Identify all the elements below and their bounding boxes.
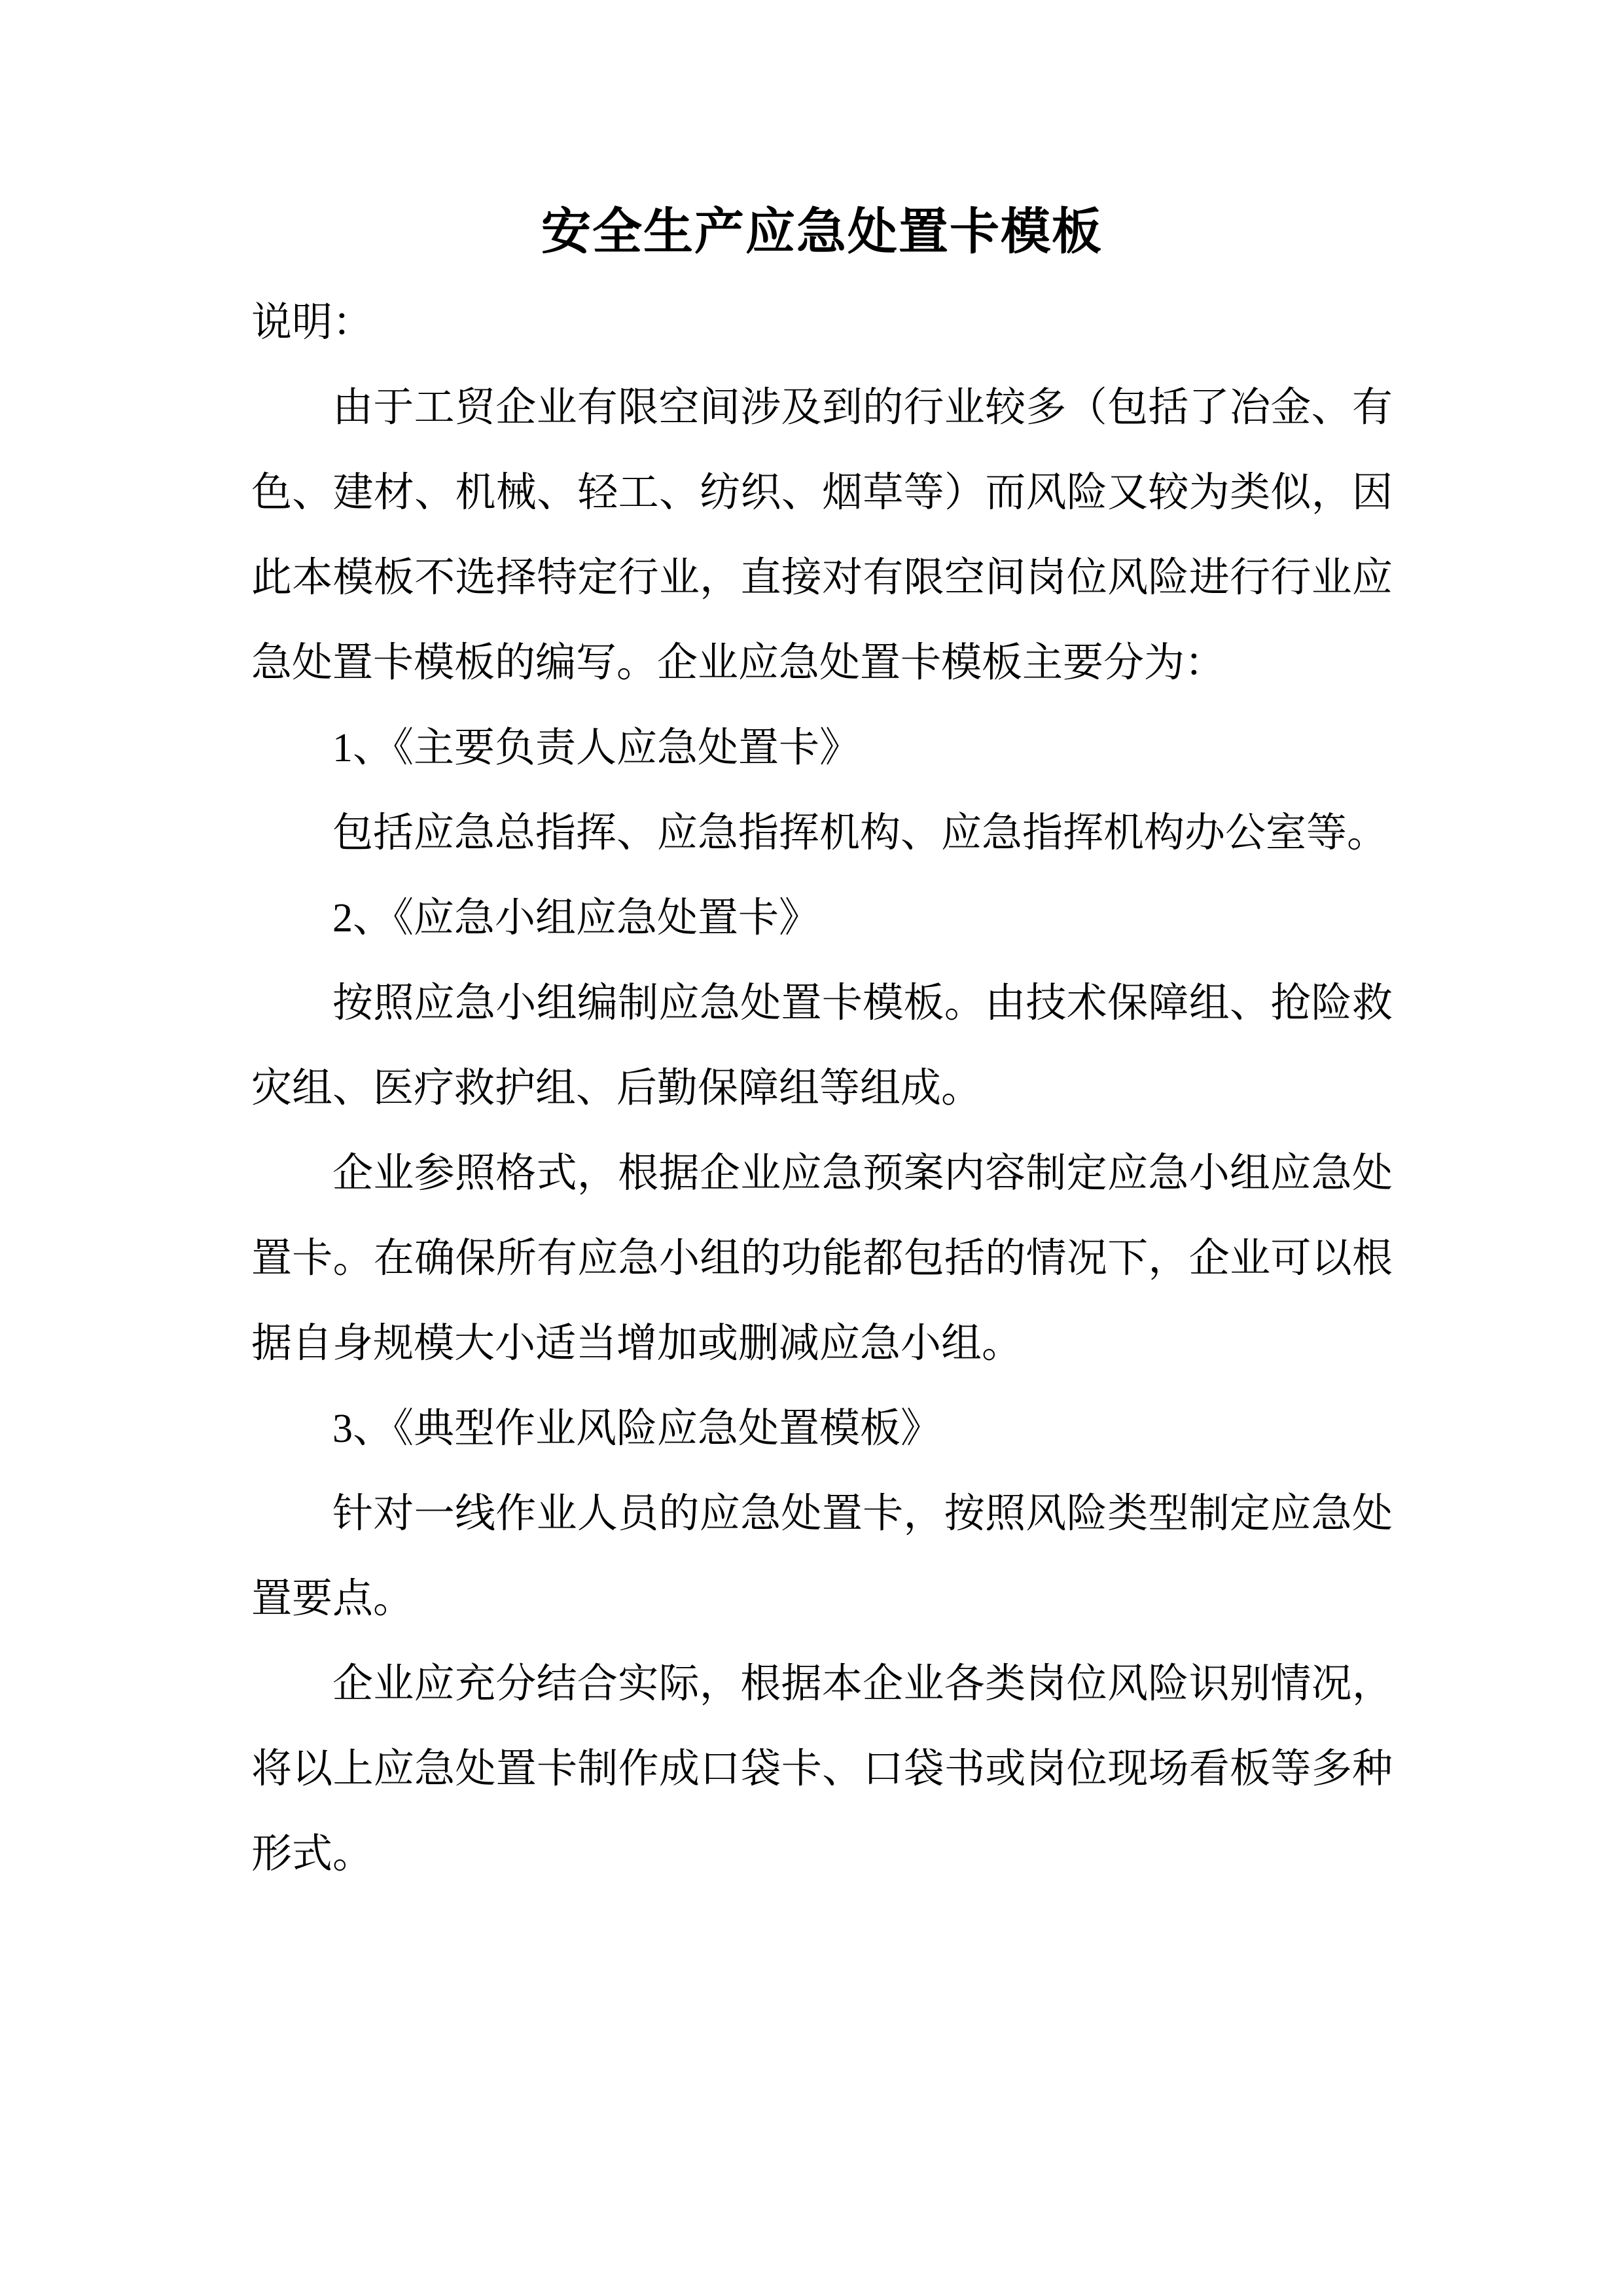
paragraph-item-2-desc: 按照应急小组编制应急处置卡模板。由技术保障组、抢险救灾组、医疗救护组、后勤保障组等组成。 — [251, 981, 1393, 1111]
list-item-1-title: 1、《主要负责人应急处置卡》 — [332, 726, 861, 770]
document-body — [251, 280, 1393, 1897]
paragraph-item-3-desc: 针对一线作业人员的应急处置卡，按照风险类型制定应急处置要点。 — [251, 1492, 1393, 1621]
label-shuoming: 说明： — [251, 300, 374, 345]
paragraph-closing: 企业应充分结合实际，根据本企业各类岗位风险识别情况，将以上应急处置卡制作成口袋卡、口袋书或岗位现场看板等多种形式。 — [251, 1662, 1393, 1876]
list-item-3-title: 3、《典型作业风险应急处置模板》 — [332, 1407, 942, 1451]
list-item-2-title: 2、《应急小组应急处置卡》 — [332, 896, 820, 941]
paragraph-overview: 由于工贸企业有限空间涉及到的行业较多（包括了冶金、有色、建材、机械、轻工、纺织、烟草等）而风险又较为类似，因此本模板不选择特定行业，直接对有限空间岗位风险进行行业应急处置卡模板的编写。企业应急处置卡模板主要分为： — [251, 386, 1393, 685]
paragraph-item-1-desc: 包括应急总指挥、应急指挥机构、应急指挥机构办公室等。 — [332, 811, 1388, 855]
paragraph-item-2-note: 企业参照格式，根据企业应急预案内容制定应急小组应急处置卡。在确保所有应急小组的功能都包括的情况下，企业可以根据自身规模大小适当增加或删减应急小组。 — [251, 1151, 1393, 1366]
document-title: 安全生产应急处置卡模板 — [541, 205, 1103, 260]
